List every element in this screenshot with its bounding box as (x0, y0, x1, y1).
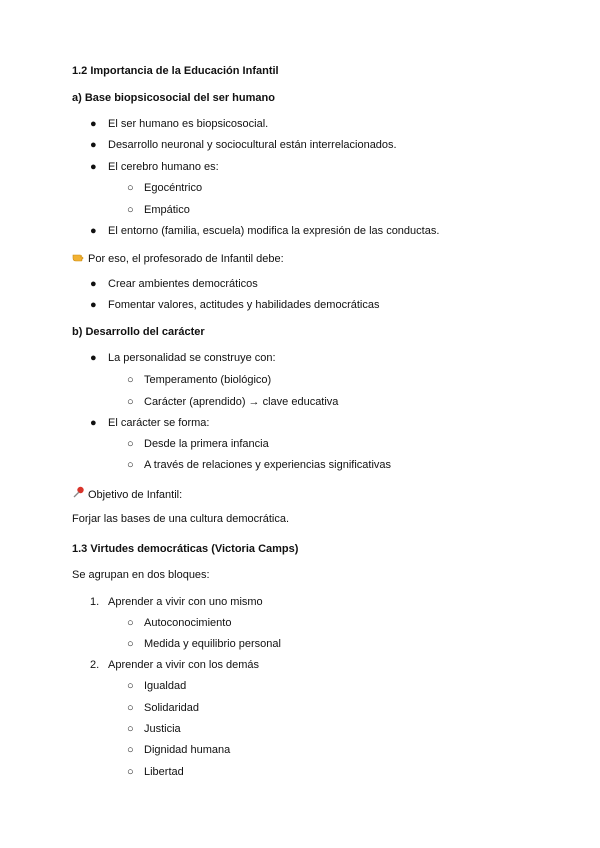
bullet-icon: ● (90, 225, 97, 237)
pointing-hand-icon (72, 251, 85, 266)
bullet-icon: ● (90, 161, 97, 173)
sub-list-item: Carácter (aprendido) → clave educativa (144, 396, 339, 408)
sub-list-item: Medida y equilibrio personal (144, 638, 281, 650)
section-b-title: b) Desarrollo del carácter (72, 326, 205, 338)
sub-list-item: Justicia (144, 723, 181, 735)
sub-list-item: Egocéntrico (144, 182, 203, 194)
list-item: El cerebro humano es: (108, 161, 219, 173)
profesorado-text: Por eso, el profesorado de Infantil debe: (88, 253, 284, 265)
objetivo-text: Forjar las bases de una cultura democrática. (72, 513, 290, 525)
sub-list-item: Temperamento (biológico) (144, 374, 272, 386)
objetivo-label: Objetivo de Infantil: (88, 489, 183, 501)
sub-bullet-icon: ○ (127, 744, 134, 756)
sub-bullet-icon: ○ (127, 617, 134, 629)
sub-bullet-icon: ○ (127, 723, 134, 735)
sub-bullet-icon: ○ (127, 638, 134, 650)
sub-list-item: Libertad (144, 766, 184, 778)
sub-list-item: Empático (144, 204, 190, 216)
list-item: El entorno (familia, escuela) modifica la expresión de las conductas. (108, 225, 440, 237)
bloques-intro: Se agrupan en dos bloques: (72, 569, 210, 581)
sub-bullet-icon: ○ (127, 766, 134, 778)
sub-list-item: Autoconocimiento (144, 617, 232, 629)
profesorado-line (72, 251, 284, 266)
sub-bullet-icon: ○ (127, 396, 134, 408)
sub-bullet-icon: ○ (127, 702, 134, 714)
list-item: Desarrollo neuronal y sociocultural están interrelacionados. (108, 139, 397, 151)
sub-bullet-icon: ○ (127, 182, 134, 194)
list-item: Crear ambientes democráticos (108, 278, 258, 290)
section-a-title: a) Base biopsicosocial del ser humano (72, 92, 275, 104)
bullet-icon: ● (90, 299, 97, 311)
sub-bullet-icon: ○ (127, 204, 134, 216)
sub-bullet-icon: ○ (127, 374, 134, 386)
list-item: Fomentar valores, actitudes y habilidades democráticas (108, 299, 380, 311)
list-number: 2. (90, 659, 100, 671)
list-item: La personalidad se construye con: (108, 352, 276, 364)
sub-bullet-icon: ○ (127, 438, 134, 450)
bullet-icon: ● (90, 352, 97, 364)
list-number: 1. (90, 596, 100, 608)
sub-list-item: Igualdad (144, 680, 187, 692)
objetivo-line (72, 486, 182, 502)
sub-bullet-icon: ○ (127, 459, 134, 471)
sub-list-item: Dignidad humana (144, 744, 231, 756)
block-1-title: Aprender a vivir con uno mismo (108, 596, 263, 608)
list-item: El ser humano es biopsicosocial. (108, 118, 269, 130)
sub-list-item: Solidaridad (144, 702, 200, 714)
list-item: El carácter se forma: (108, 417, 210, 429)
pushpin-icon (72, 486, 85, 502)
sub-bullet-icon: ○ (127, 680, 134, 692)
sub-list-item: A través de relaciones y experiencias significativas (144, 459, 392, 471)
heading-1-3: 1.3 Virtudes democráticas (Victoria Camps) (72, 543, 299, 555)
sub-list-item: Desde la primera infancia (144, 438, 269, 450)
bullet-icon: ● (90, 278, 97, 290)
bullet-icon: ● (90, 417, 97, 429)
block-2-title: Aprender a vivir con los demás (108, 659, 260, 671)
bullet-icon: ● (90, 139, 97, 151)
heading-1-2: 1.2 Importancia de la Educación Infantil (72, 65, 279, 77)
bullet-icon: ● (90, 118, 97, 130)
